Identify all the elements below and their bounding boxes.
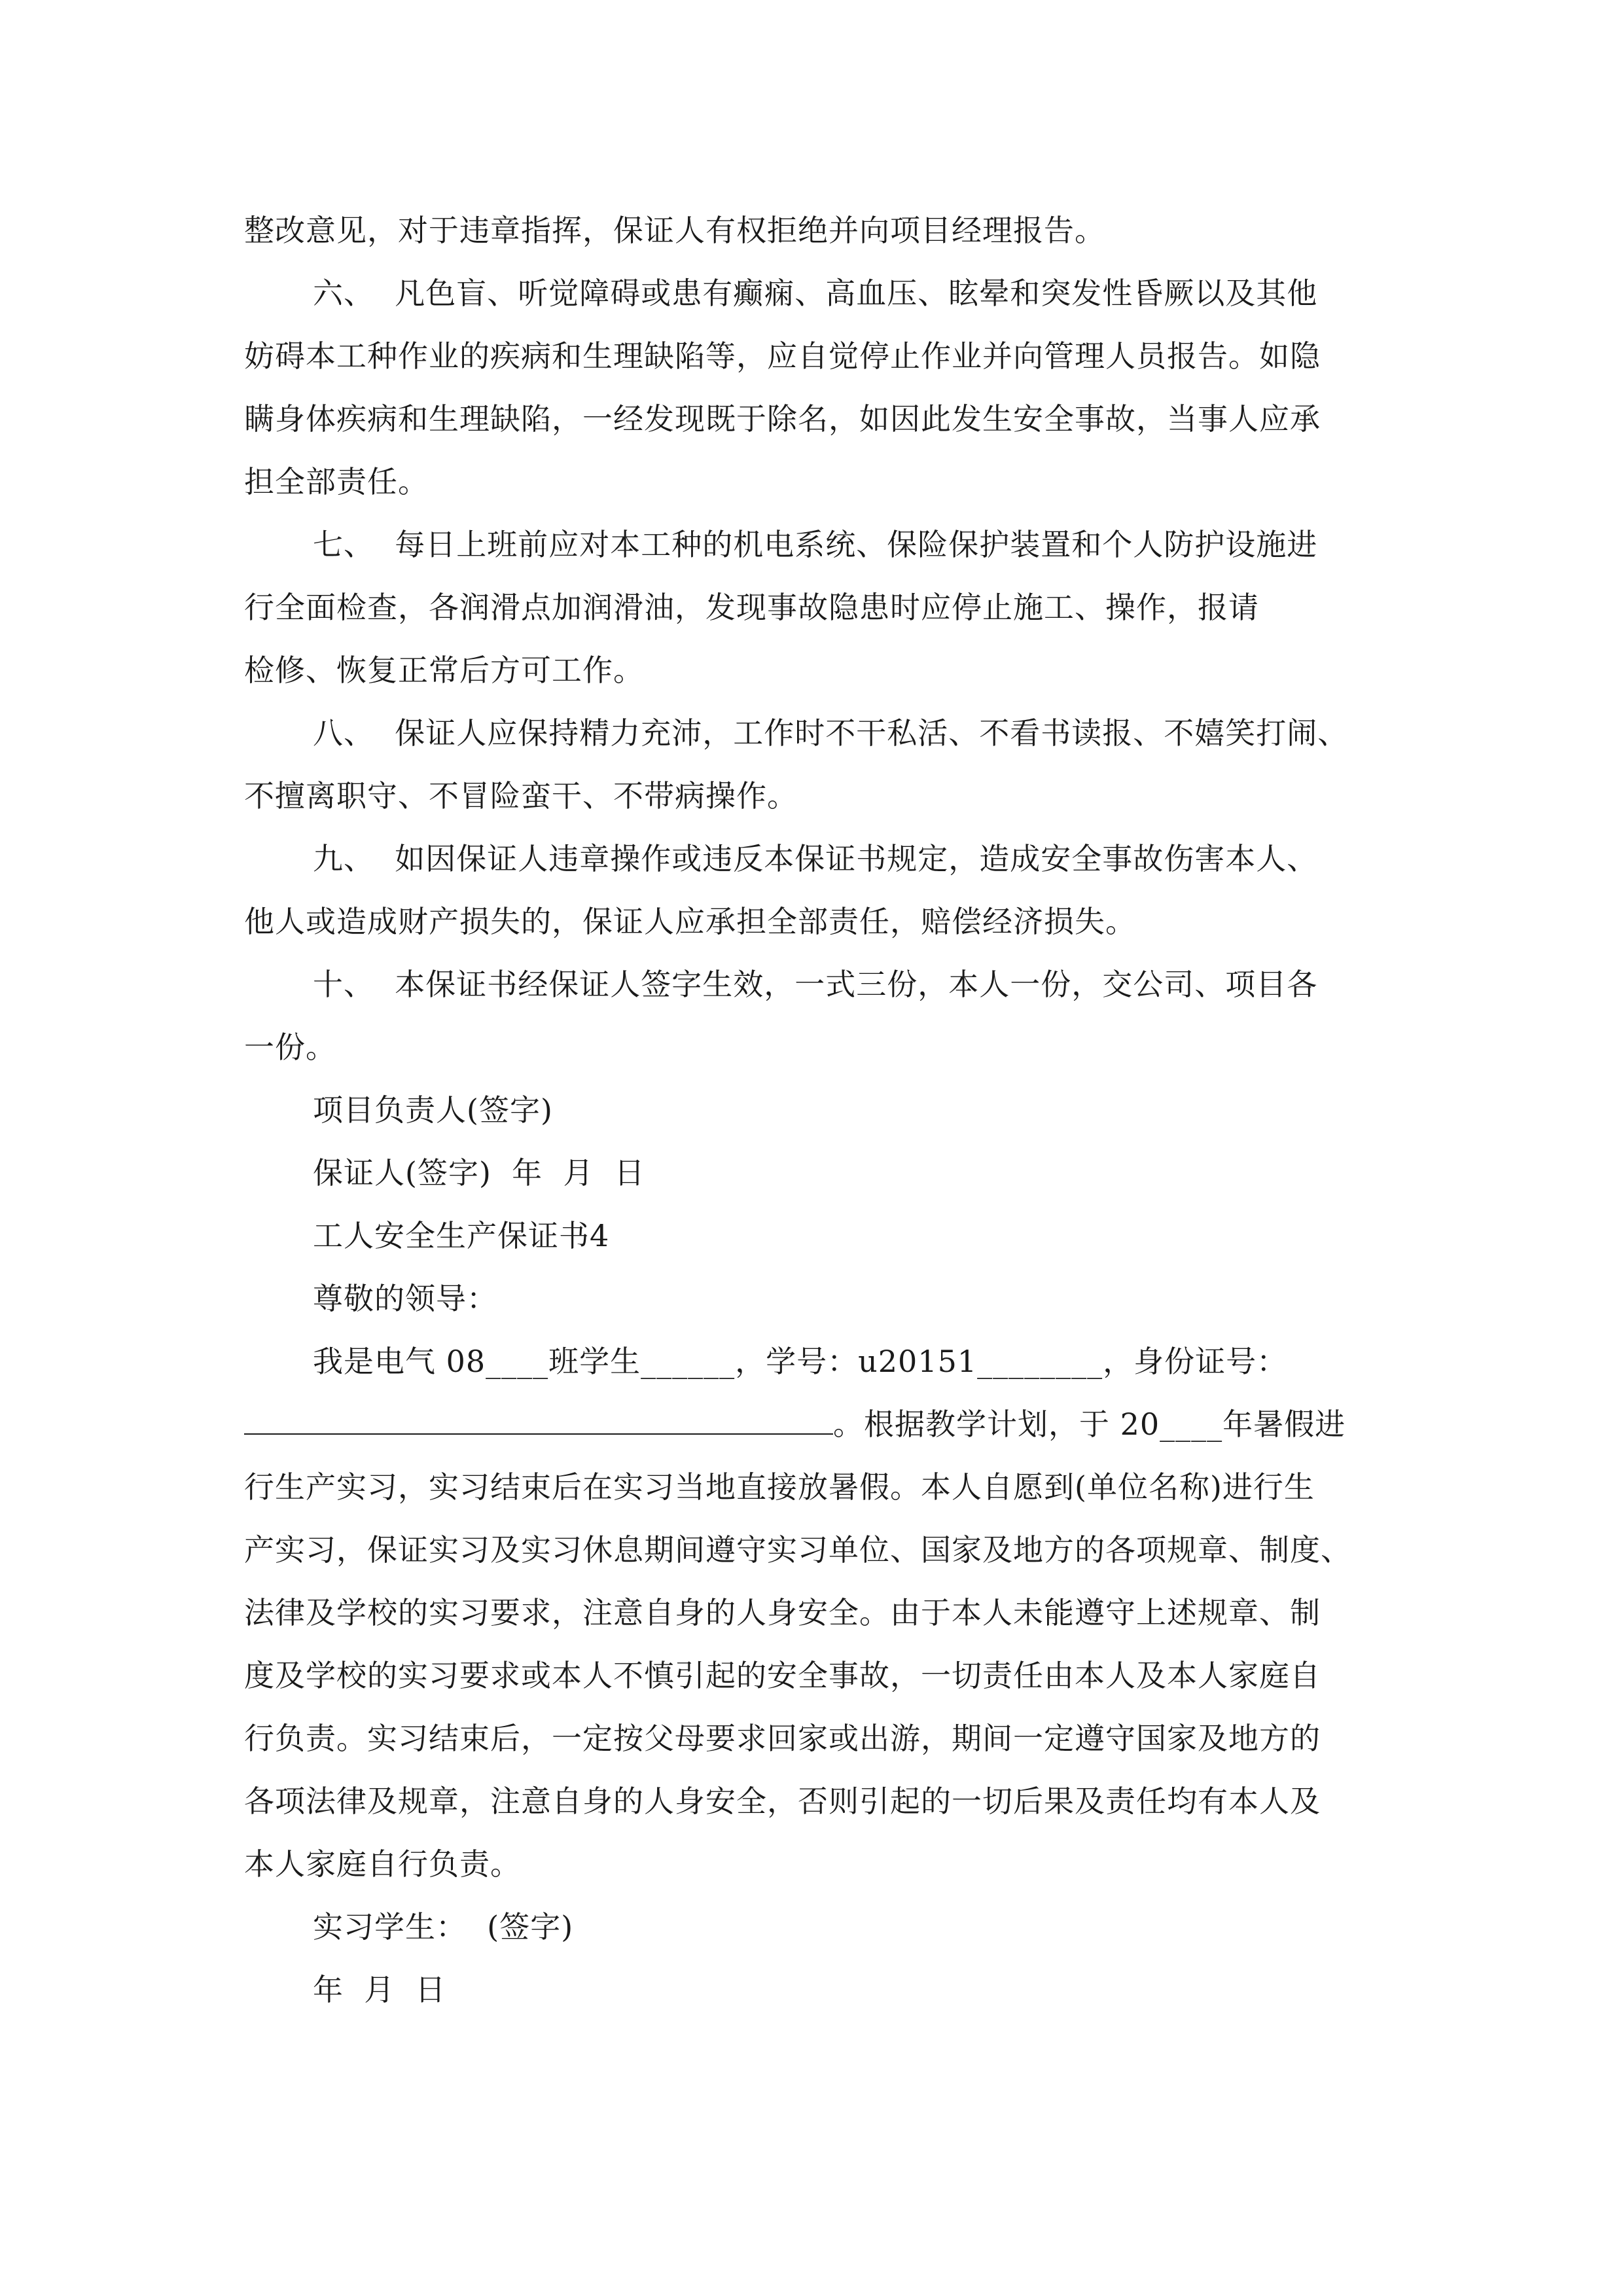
intern-signature: 实习学生： (签字)	[313, 1909, 574, 1945]
pledge-line-6: 各项法律及规章，注意自身的人身安全，否则引起的一切后果及责任均有本人及	[244, 1784, 1321, 1819]
student-info-line: 我是电气 08____班学生______，学号：u20151________，身份证号：	[313, 1344, 1288, 1379]
salutation: 尊敬的领导：	[313, 1281, 497, 1316]
clause-eight-line-2: 不擅离职守、不冒险蛮干、不带病操作。	[244, 778, 798, 814]
pledge-line-5: 行负责。实习结束后，一定按父母要求回家或出游，期间一定遵守国家及地方的	[244, 1721, 1321, 1756]
clause-six-line-3: 瞒身体疾病和生理缺陷，一经发现既于除名，如因此发生安全事故，当事人应承	[244, 401, 1321, 437]
pledge-line-4: 度及学校的实习要求或本人不慎引起的安全事故，一切责任由本人及本人家庭自	[244, 1658, 1321, 1693]
para-rectification-tail: 整改意见，对于违章指挥，保证人有权拒绝并向项目经理报告。	[244, 213, 1105, 248]
clause-seven-line-2: 行全面检查，各润滑点加润滑油，发现事故隐患时应停止施工、操作，报请	[244, 590, 1259, 625]
guarantor-signature-date: 保证人(签字) 年 月 日	[313, 1155, 645, 1191]
clause-ten-line-2: 一份。	[244, 1030, 336, 1065]
clause-eight-line-1: 八、 保证人应保持精力充沛，工作时不干私活、不看书读报、不嬉笑打闹、	[313, 715, 1349, 751]
clause-six-line-4: 担全部责任。	[244, 464, 429, 499]
clause-seven-line-3: 检修、恢复正常后方可工作。	[244, 653, 644, 688]
clause-seven-line-1: 七、 每日上班前应对本工种的机电系统、保险保护装置和个人防护设施进	[313, 527, 1318, 562]
project-lead-signature: 项目负责人(签字)	[313, 1092, 553, 1128]
intern-date: 年 月 日	[313, 1972, 446, 2007]
id-number-blank	[244, 1407, 833, 1435]
teaching-plan-text: 。根据教学计划，于 20____年暑假进	[833, 1407, 1346, 1442]
clause-six-line-2: 妨碍本工种作业的疾病和生理缺陷等，应自觉停止作业并向管理人员报告。如隐	[244, 338, 1321, 374]
clause-six-line-1: 六、 凡色盲、听觉障碍或患有癫痫、高血压、眩晕和突发性昏厥以及其他	[313, 276, 1318, 311]
pledge-line-3: 法律及学校的实习要求，注意自身的人身安全。由于本人未能遵守上述规章、制	[244, 1595, 1321, 1630]
pledge-line-2: 产实习，保证实习及实习休息期间遵守实习单位、国家及地方的各项规章、制度、	[244, 1532, 1351, 1568]
id-number-row	[244, 1405, 1346, 1444]
clause-ten-line-1: 十、 本保证书经保证人签字生效，一式三份，本人一份，交公司、项目各	[313, 967, 1318, 1002]
section-title: 工人安全生产保证书4	[313, 1218, 610, 1253]
pledge-line-7: 本人家庭自行负责。	[244, 1846, 521, 1882]
clause-nine-line-1: 九、 如因保证人违章操作或违反本保证书规定，造成安全事故伤害本人、	[313, 841, 1318, 876]
clause-nine-line-2: 他人或造成财产损失的，保证人应承担全部责任，赔偿经济损失。	[244, 904, 1136, 939]
pledge-line-1: 行生产实习，实习结束后在实习当地直接放暑假。本人自愿到(单位名称)进行生	[244, 1469, 1315, 1505]
